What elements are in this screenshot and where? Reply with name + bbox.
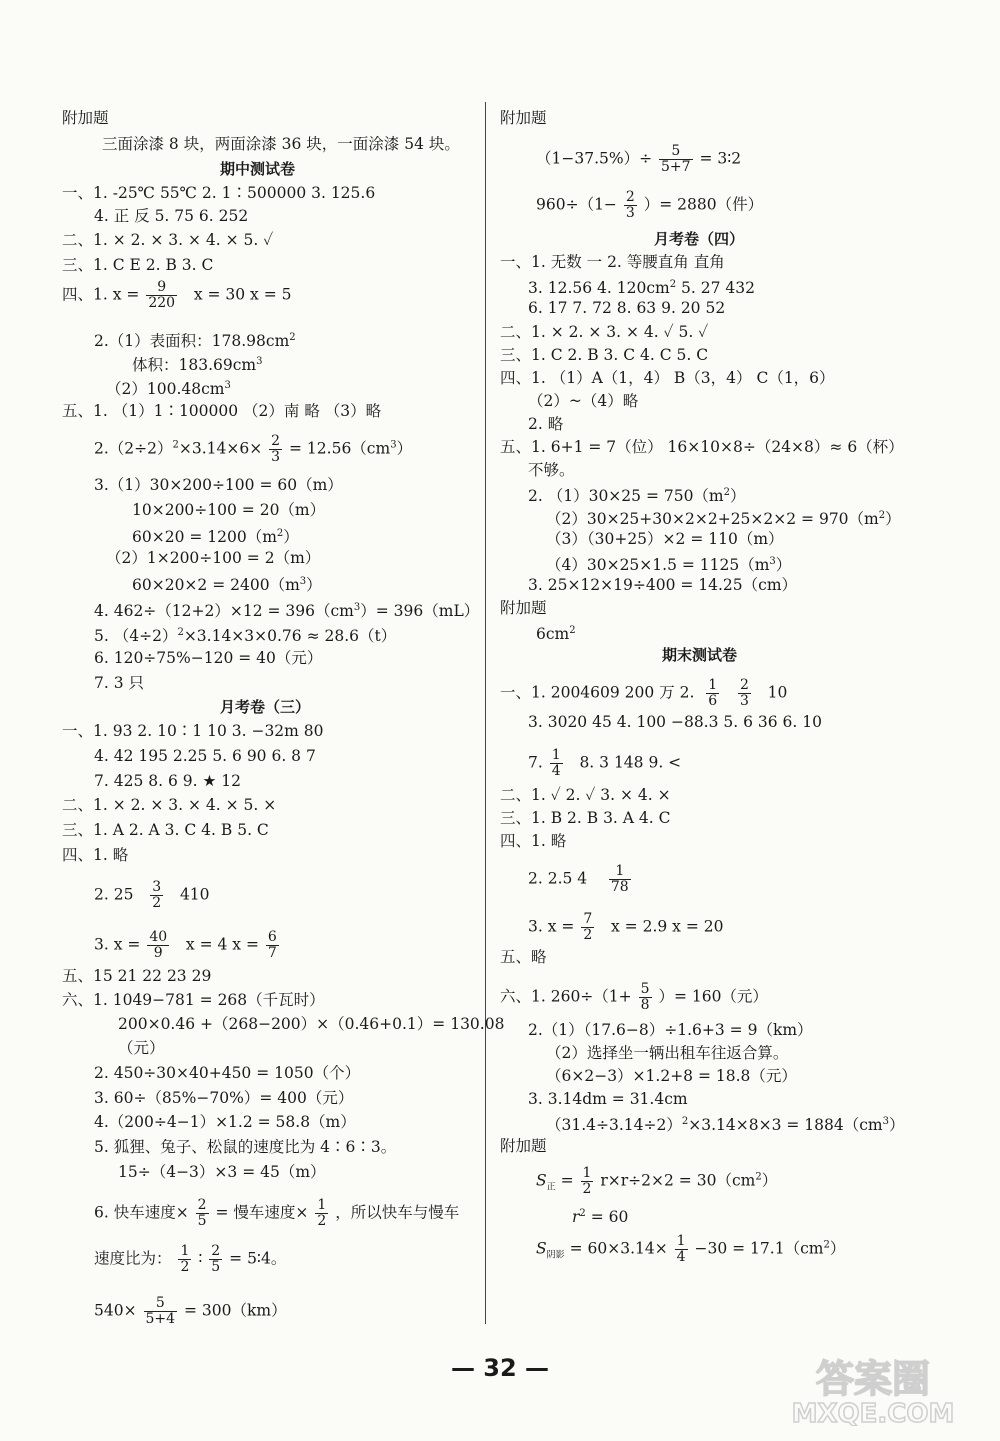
answer-line: 15÷（4−3）×3 = 45（m） (118, 1163, 326, 1181)
text-part: 960÷（1− (536, 195, 617, 214)
text-part: （31.4÷3.14÷2） (546, 1116, 682, 1135)
answer-line: 6. 17 7. 72 8. 63 9. 20 52 (528, 299, 726, 317)
answer-line: 2.（1）（17.6−8）÷1.6+3 = 9（km） (528, 1021, 813, 1039)
answer-line: $r^2 = 60$ (572, 1208, 629, 1227)
text-part: 速度比为： (94, 1249, 172, 1268)
section-heading-monthly-4: 月考卷（四） (654, 230, 745, 248)
answer-line: 3. 60÷（85%−70%）= 400（元） (94, 1089, 354, 1107)
answer-line: 3. 3020 45 4. 100 −88.3 5. 6 36 6. 10 (528, 713, 822, 731)
section-label: 附加题 (500, 599, 547, 617)
answer-line: 4.（200÷4−1）×1.2 = 58.8（m） (94, 1113, 356, 1131)
text-part: 四、1. x = (62, 285, 140, 304)
text-part: = 12.56（cm (289, 439, 391, 458)
numerator: 7 (583, 911, 593, 927)
text-part: 410 (179, 885, 210, 904)
fraction (550, 748, 563, 779)
denominator: 5 (211, 1259, 221, 1275)
answer-line (500, 982, 768, 1013)
text-part: 3. x = (94, 935, 141, 954)
answer-line: $(2)30\times 25+30\times 2\times 2+25\times 2\times 2 = 970(m^2)$ (546, 510, 901, 529)
text-part: 8. 3 148 9. < (579, 753, 682, 772)
fraction (147, 930, 169, 961)
answer-line (94, 930, 281, 961)
text-part: S (536, 1171, 547, 1190)
denominator: 3 (625, 205, 635, 221)
numerator: 2 (625, 189, 635, 205)
fraction (269, 434, 282, 465)
answer-line: $60\times 20 = 1200(m^2)$ (132, 528, 299, 547)
fraction (659, 144, 693, 175)
text-part: 60×20×2 = 2400（m (132, 576, 300, 595)
fraction (266, 930, 279, 961)
text-part: ×3.14×3×0.76 ≈ 28.6（t） (183, 627, 397, 646)
text-part: 2. （1）30×25 = 750（m (528, 487, 724, 506)
text-part: 5. （4÷2） (94, 627, 178, 646)
text-part: = (560, 1171, 574, 1190)
text-part: 2. 2.5 4 (528, 869, 588, 888)
answer-line: 6. 120÷75%−120 = 40（元） (94, 649, 323, 667)
answer-line: 10×200÷100 = 20（m） (132, 501, 326, 519)
fraction (144, 1296, 178, 1327)
numerator: 1 (551, 747, 561, 763)
answer-line: 三、1. A 2. A 3. C 4. B 5. C (62, 821, 269, 839)
answer-line: 四、1. 略 (62, 846, 129, 864)
numerator: 5 (144, 1296, 178, 1312)
fraction (146, 280, 177, 311)
text-part: = 3∶2 (699, 149, 742, 168)
text-part: x = 30 x = 5 (193, 285, 292, 304)
answer-line (500, 678, 787, 709)
text-part: 3. 12.56 4. 120cm (528, 279, 670, 298)
answer-line: 3. 3.14dm = 31.4cm (528, 1090, 688, 1108)
answer-line: 二、1. × 2. × 3. × 4. × 5. × (62, 796, 277, 814)
answer-line: $60\times 20\times 2 = 2400(m^3)$ (132, 576, 322, 595)
text-part: 10 (767, 683, 788, 702)
fraction (609, 864, 631, 895)
answer-line (94, 1296, 287, 1327)
numerator: 1 (180, 1243, 190, 1259)
text-part: 2.（1）表面积：178.98cm (94, 332, 290, 351)
numerator: 2 (211, 1243, 221, 1259)
answer-line: （2）~（4）略 (528, 392, 639, 410)
subscript: 阴影 (546, 1250, 565, 1261)
answer-line (536, 144, 741, 175)
answer-line: （元） (118, 1039, 165, 1057)
answer-line: 三、1. C 2. B 3. C 4. C 5. C (500, 346, 709, 364)
text-part: = 300（km） (184, 1301, 287, 1320)
section-label: 附加题 (500, 1137, 547, 1155)
answer-line: 2. $(1)30\times 25 = 750(m^2)$ (528, 487, 746, 506)
text-part: 体积：183.69cm (132, 356, 257, 375)
text-part: x = 2.9 x = 20 (611, 917, 724, 936)
answer-line: 一、1. -25℃ 55℃ 2. 1∶500000 3. 125.6 (62, 184, 376, 202)
answer-line: 五、1. 6+1 = 7（位） 16×10×8÷（24×8）≈ 6（杯） (500, 438, 904, 456)
fraction (639, 982, 652, 1013)
text-part: 6cm (536, 625, 570, 644)
numerator: 40 (149, 929, 168, 945)
answer-line: （2）1×200÷100 = 2（m） (106, 549, 321, 567)
fraction (706, 678, 719, 709)
numerator: 3 (152, 879, 162, 895)
denominator: 5 (197, 1213, 207, 1229)
page-number: — 32 — (450, 1354, 550, 1382)
answer-line (94, 1244, 286, 1275)
text-part: 7. (528, 753, 543, 772)
text-part: ，所以快车与慢车 (335, 1203, 460, 1222)
numerator: 5 (640, 981, 650, 997)
answer-line: 三、1. B 2. B 3. A 4. C (500, 809, 671, 827)
denominator: 9 (153, 945, 163, 961)
denominator: 3 (271, 449, 281, 465)
text-part: 6. 快车速度× (94, 1203, 189, 1222)
fraction (150, 880, 163, 911)
numerator: 1 (609, 864, 631, 880)
text-part: 5. 27 432 (676, 279, 755, 298)
answer-line (62, 280, 292, 311)
answer-line: 4. $462\div(12+2)\times 12 = 396(cm^3)= 396(mL)$ (94, 602, 480, 621)
fraction (675, 1234, 688, 1265)
watermark-main-text: 答案圈 (815, 1357, 931, 1401)
answer-line: 2. 450÷30×40+450 = 1050（个） (94, 1064, 361, 1082)
denominator: 7 (267, 945, 277, 961)
answer-line: 3. 12.56 4. $120cm^2$ 5. 27 432 (528, 279, 755, 298)
numerator: 2 (271, 433, 281, 449)
section-heading-monthly-3: 月考卷（三） (220, 698, 311, 716)
denominator: 78 (610, 879, 629, 895)
answer-line: （2）选择坐一辆出租车往返合算。 (546, 1044, 789, 1062)
section-heading-final: 期末测试卷 (662, 646, 738, 664)
denominator: 220 (148, 295, 176, 311)
answer-line: 二、1. ✓ 2. ✓ 3. × 4. × (500, 786, 671, 804)
denominator: 4 (676, 1249, 686, 1265)
answer-line: 四、1. （1）A（1，4） B（3，4） C（1，6） (500, 369, 835, 387)
answer-line: （3）（30+25）×2 = 110（m） (546, 530, 784, 548)
text-part: 2.（2÷2） (94, 439, 173, 458)
answer-line: 不够。 (528, 461, 575, 479)
text-part: 六、1. 260÷（1+ (500, 987, 632, 1006)
fraction (315, 1198, 328, 1229)
text-part: 3. x = (528, 917, 575, 936)
fraction (196, 1198, 209, 1229)
section-label: 附加题 (62, 109, 109, 127)
numerator: 2 (197, 1197, 207, 1213)
answer-line (94, 880, 210, 911)
answer-line: $S_正$ = $\frac{1}{2}$ $r\times r\div 2\times 2 = 30(cm^2)$ (536, 1165, 778, 1197)
text-part: 2. 25 (94, 885, 134, 904)
fraction (209, 1244, 222, 1275)
text-part: −30 = 17.1（cm (694, 1239, 824, 1258)
answer-line: 一、1. 无数 一 2. 等腰直角 直角 (500, 253, 725, 271)
text-part: = 60×3.14× (569, 1239, 668, 1258)
answer-line: $2.(2\div 2)^2\times 3.14\times 6\times$ $\frac{2}{3}$ = $12.56(cm^3)$ (94, 433, 413, 465)
numerator: 1 (676, 1233, 686, 1249)
section-heading-midterm: 期中测试卷 (220, 160, 296, 178)
answer-line: 2. 略 (528, 415, 564, 433)
denominator: 2 (583, 927, 593, 943)
denominator: 5+4 (145, 1311, 176, 1327)
answer-line: 三、1. C E 2. B 3. C (62, 256, 214, 274)
numerator: 9 (146, 280, 177, 296)
answer-line (528, 864, 633, 895)
answer-line: （6×2−3）×1.2+8 = 18.8（元） (546, 1067, 797, 1085)
answer-line: $(31.4\div 3.14\div 2)^2\times 3.14\times 8\times 3 = 1884(cm^3)$ (546, 1116, 905, 1135)
answer-line: 四、1. 略 (500, 832, 567, 850)
answer-line: 5. $(4\div 2)^2\times 3.14\times 3\times 0.76 \approx 28.6(t)$ (94, 627, 397, 646)
numerator: 1 (317, 1197, 327, 1213)
fraction (581, 1166, 594, 1197)
column-divider (485, 102, 486, 1324)
text-part: S (536, 1239, 547, 1258)
text-part: r×r÷2×2 = 30（cm (600, 1171, 756, 1190)
denominator: 5+7 (661, 159, 691, 175)
numerator: 6 (267, 929, 277, 945)
answer-line: 三面涂漆 8 块，两面涂漆 36 块，一面涂漆 54 块。 (102, 135, 460, 153)
text-part: ）= 2880（件） (643, 195, 764, 214)
text-part: = 慢车速度× (215, 1203, 309, 1222)
answer-line: $6cm^2$ (536, 625, 576, 644)
answer-line: 二、1. × 2. × 3. × 4. ✓ 5. ✓ (500, 323, 709, 341)
text-part: x = 4 x = (185, 935, 259, 954)
fraction (581, 912, 594, 943)
answer-line: 六、1. 1049−781 = 268（千瓦时） (62, 991, 325, 1009)
text-part: （4）30×25×1.5 = 1125（m (546, 556, 770, 575)
section-label: 附加题 (500, 109, 547, 127)
watermark-logo (768, 1356, 978, 1426)
answer-line: 5. 狐狸、兔子、松鼠的速度比为 4∶6∶3。 (94, 1138, 397, 1156)
answer-line (528, 912, 723, 943)
answer-line: 3. 25×12×19÷400 = 14.25（cm） (528, 576, 798, 594)
denominator: 2 (180, 1259, 190, 1275)
text-part: 60×20 = 1200（m (132, 528, 277, 547)
answer-line: 200×0.46 +（268−200）×（0.46+0.1）= 130.08 (118, 1015, 505, 1033)
fraction (178, 1244, 191, 1275)
text-part: 540× (94, 1301, 137, 1320)
denominator: 3 (739, 693, 749, 709)
answer-line: 五、略 (500, 948, 547, 966)
subscript: 正 (546, 1182, 556, 1193)
answer-line: 7. 425 8. 6 9. ★ 12 (94, 772, 241, 790)
fraction (738, 678, 751, 709)
denominator: 8 (640, 997, 650, 1013)
answer-line: 2.（1）表面积：$178.98cm^2$ (94, 332, 296, 351)
text-part: （2）100.48cm (106, 380, 225, 399)
denominator: 2 (317, 1213, 327, 1229)
answer-line: 五、15 21 22 23 29 (62, 967, 212, 985)
answer-line: 二、1. × 2. × 3. × 4. × 5. ✓ (62, 231, 274, 249)
answer-line: $(2)100.48cm^3$ (106, 380, 231, 399)
denominator: 2 (582, 1181, 592, 1197)
answer-line: 4. 42 195 2.25 5. 6 90 6. 8 7 (94, 747, 316, 765)
text-part: ×3.14×6× (178, 439, 263, 458)
denominator: 2 (152, 895, 162, 911)
answer-line: $(4)30\times 25\times 1.5 = 1125(m^3)$ (546, 556, 792, 575)
text-part: ∶ (198, 1249, 203, 1268)
denominator: 6 (708, 693, 718, 709)
numerator: 1 (582, 1165, 592, 1181)
answer-line (94, 1198, 459, 1229)
answer-line: $S_{阴影} = 60\times 3.14\times$ $\frac{1}{4}$ $-30 = 17.1(cm^2)$ (536, 1233, 846, 1265)
text-part: （2）30×25+30×2×2+25×2×2 = 970（m (546, 510, 879, 529)
watermark-sub-text: MXQE.COM (791, 1399, 955, 1426)
answer-line (528, 748, 681, 779)
text-part: = 5∶4。 (229, 1249, 287, 1268)
numerator: 5 (659, 144, 693, 160)
numerator: 2 (739, 677, 749, 693)
answer-line: 体积：$183.69cm^3$ (132, 356, 263, 375)
text-part: （1−37.5%）÷ (536, 149, 653, 168)
text-part: ×3.14×8×3 = 1884（cm (688, 1116, 883, 1135)
numerator: 1 (708, 677, 718, 693)
text-part: 一、1. 2004609 200 万 2. (500, 683, 695, 702)
text-part: ）= 396（mL） (360, 602, 480, 621)
answer-line: 一、1. 93 2. 10∶1 10 3. −32m 80 (62, 722, 324, 740)
answer-line: 3.（1）30×200÷100 = 60（m） (94, 476, 343, 494)
text-part: = 60 (585, 1208, 629, 1227)
answer-line: 五、1. （1）1∶100000 （2）南 略 （3）略 (62, 402, 382, 420)
text-part: ）= 160（元） (658, 987, 768, 1006)
denominator: 4 (551, 763, 561, 779)
answer-line: 7. 3 只 (94, 674, 145, 692)
text-part: r (572, 1208, 580, 1227)
fraction (624, 190, 637, 221)
answer-line (536, 190, 763, 221)
text-part: 4. 462÷（12+2）×12 = 396（cm (94, 602, 354, 621)
answer-line: 4. 正 反 5. 75 6. 252 (94, 207, 249, 225)
